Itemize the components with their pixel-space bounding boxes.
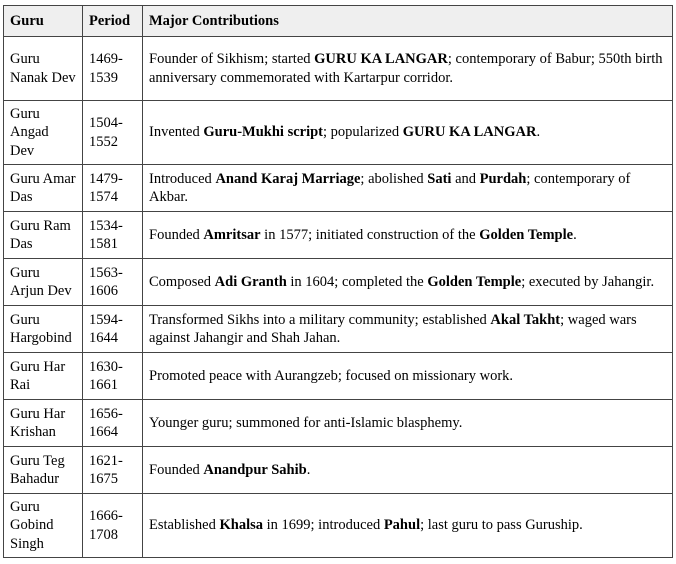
- contribution-text: ; contemporary of Akbar.: [149, 170, 631, 205]
- period-cell: 1630-1661: [83, 353, 143, 400]
- highlighted-term: Guru-Mukhi script: [203, 124, 323, 141]
- guru-name-cell: Guru Nanak Dev: [4, 37, 83, 101]
- contribution-text: Established: [149, 517, 220, 534]
- contribution-text: Promoted peace with Aurangzeb; focused on missionary work.: [149, 367, 514, 384]
- table-row: [4, 165, 673, 212]
- contribution-text: in 1604; completed the: [286, 273, 428, 290]
- table-body: [4, 37, 673, 558]
- contributions-cell: [143, 212, 673, 259]
- contributions-cell: [143, 37, 673, 101]
- table-row: [4, 37, 673, 101]
- period-cell: 1534-1581: [83, 212, 143, 259]
- highlighted-term: Sati: [427, 170, 452, 187]
- contribution-text: .: [306, 461, 311, 478]
- guru-name-cell: Guru Har Krishan: [4, 400, 83, 447]
- guru-name-cell: Guru Har Rai: [4, 353, 83, 400]
- contribution-text: .: [536, 124, 541, 141]
- guru-name-cell: Guru Ram Das: [4, 212, 83, 259]
- highlighted-term: Anandpur Sahib: [203, 461, 307, 478]
- highlighted-term: Amritsar: [203, 226, 261, 243]
- guru-name-cell: Guru Arjun Dev: [4, 259, 83, 306]
- contribution-text: Transformed Sikhs into a military community; established: [149, 311, 491, 328]
- highlighted-term: Golden Temple: [427, 273, 522, 290]
- period-cell: 1469-1539: [83, 37, 143, 101]
- guru-name-cell: Guru Amar Das: [4, 165, 83, 212]
- highlighted-term: Adi Granth: [214, 273, 287, 290]
- contributions-cell: [143, 259, 673, 306]
- contributions-cell: [143, 306, 673, 353]
- contribution-text: Founded: [149, 461, 204, 478]
- header-guru: Guru: [4, 6, 83, 37]
- contribution-text: ; executed by Jahangir.: [521, 273, 655, 290]
- table-row: [4, 212, 673, 259]
- guru-name-cell: Guru Angad Dev: [4, 101, 83, 165]
- contribution-text: in 1577; initiated construction of the: [260, 226, 480, 243]
- period-cell: 1479-1574: [83, 165, 143, 212]
- period-cell: 1563-1606: [83, 259, 143, 306]
- contribution-text: Younger guru; summoned for anti-Islamic blasphemy.: [149, 414, 463, 431]
- table-row: [4, 306, 673, 353]
- highlighted-term: GURU KA LANGAR: [314, 51, 448, 67]
- period-cell: 1666-1708: [83, 494, 143, 558]
- contributions-cell: [143, 494, 673, 558]
- contribution-text: Introduced: [149, 170, 216, 187]
- table-row: [4, 101, 673, 165]
- header-period: Period: [83, 6, 143, 37]
- sikh-gurus-table: [3, 5, 673, 558]
- table-row: [4, 400, 673, 447]
- contributions-cell: [143, 165, 673, 212]
- contribution-text: and: [451, 170, 480, 187]
- contribution-text: Invented: [149, 124, 204, 141]
- contribution-text: ; popularized: [323, 124, 403, 141]
- contributions-cell: [143, 400, 673, 447]
- contributions-cell: [143, 447, 673, 494]
- period-cell: 1621-1675: [83, 447, 143, 494]
- table-row: [4, 447, 673, 494]
- table-row: [4, 353, 673, 400]
- highlighted-term: Golden Temple: [479, 226, 574, 243]
- contribution-text: Composed: [149, 273, 215, 290]
- highlighted-term: Anand Karaj Marriage: [215, 170, 361, 187]
- header-contributions: Major Contributions: [143, 6, 673, 37]
- contribution-text: ; abolished: [360, 170, 428, 187]
- contributions-cell: [143, 353, 673, 400]
- contribution-text: Founded: [149, 226, 204, 243]
- table-header-row: [4, 6, 673, 37]
- contributions-cell: [143, 101, 673, 165]
- table-row: [4, 259, 673, 306]
- contribution-text: .: [573, 226, 577, 243]
- period-cell: 1594-1644: [83, 306, 143, 353]
- table-row: [4, 494, 673, 558]
- highlighted-term: GURU KA LANGAR: [402, 124, 537, 141]
- highlighted-term: Purdah: [479, 170, 527, 187]
- period-cell: 1504-1552: [83, 101, 143, 165]
- highlighted-term: Akal Takht: [490, 311, 561, 328]
- guru-name-cell: Guru Teg Bahadur: [4, 447, 83, 494]
- gurus-table-container: [3, 5, 673, 558]
- guru-name-cell: Guru Hargobind: [4, 306, 83, 353]
- contribution-text: in 1699; introduced: [263, 517, 384, 534]
- contribution-text: ; waged wars against Jahangir and Shah Jahan.: [149, 311, 637, 346]
- highlighted-term: Khalsa: [219, 517, 263, 534]
- highlighted-term: Pahul: [383, 517, 421, 534]
- guru-name-cell: Guru Gobind Singh: [4, 494, 83, 558]
- period-cell: 1656-1664: [83, 400, 143, 447]
- contribution-text: ; contemporary of Babur; 550th birth anniversary commemorated with Kartarpur corridor.: [149, 51, 663, 86]
- contribution-text: Founder of Sikhism; started: [149, 51, 315, 67]
- contribution-text: ; last guru to pass Guruship.: [420, 517, 583, 534]
